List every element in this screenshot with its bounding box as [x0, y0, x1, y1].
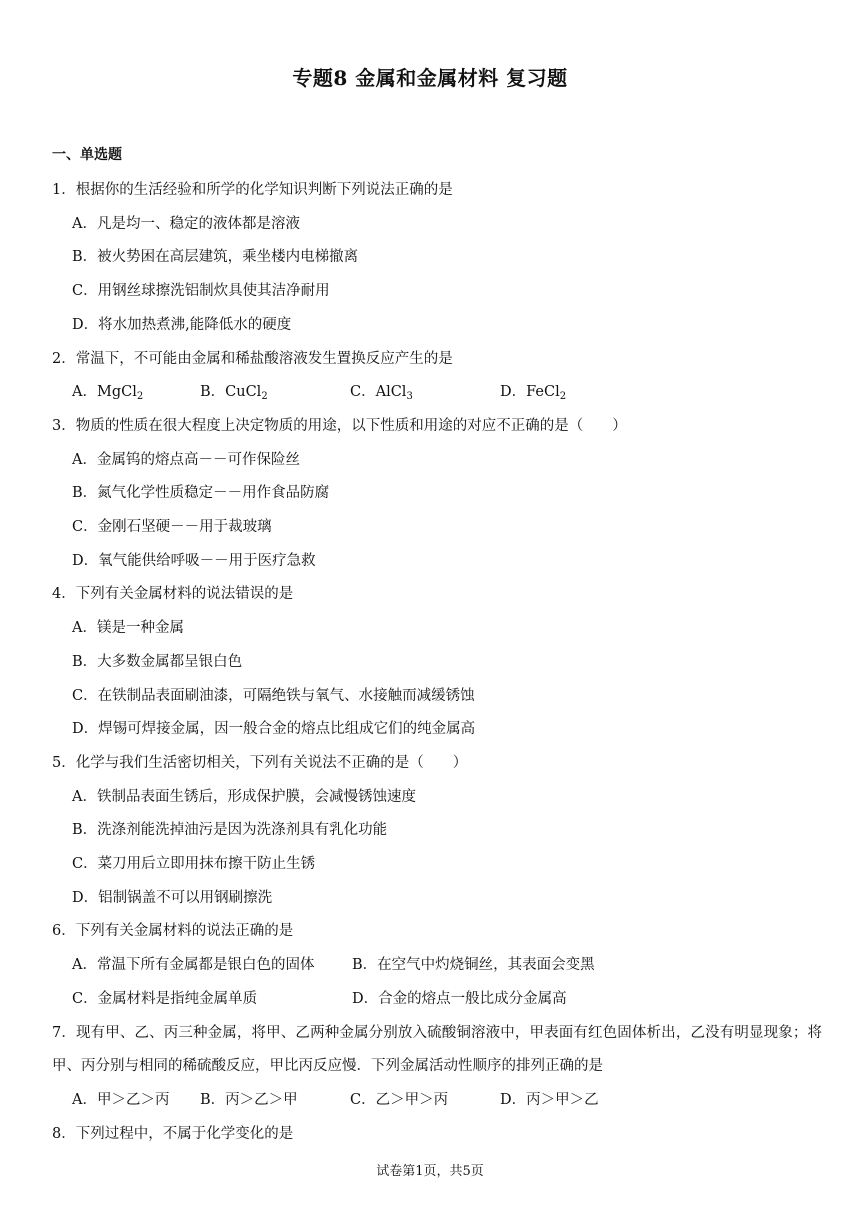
question-3-option-b: B．氮气化学性质稳定－－用作食品防腐	[72, 485, 330, 502]
question-6-option-a: A．常温下所有金属都是银白色的固体	[72, 957, 315, 974]
question-6-stem: 6．下列有关金属材料的说法正确的是	[52, 923, 294, 940]
question-5-option-b: B．洗涤剂能洗掉油污是因为洗涤剂具有乳化功能	[72, 822, 388, 839]
question-4-option-b: B．大多数金属都呈银白色	[72, 653, 243, 670]
question-2-option-d: D．FeCl$_2$	[500, 384, 567, 403]
question-6-options-row-1	[52, 949, 822, 983]
question-5-option-d: D．铝制锅盖不可以用钢刷擦洗	[72, 889, 273, 906]
question-3-stem: 3．物质的性质在很大程度上决定物质的用途，以下性质和用途的对应不正确的是（ ）	[52, 417, 627, 434]
question-2-option-c: C．AlCl$_3$	[350, 384, 413, 403]
question-4-option-c: C．在铁制品表面刷油漆，可隔绝铁与氧气、水接触而减缓锈蚀	[72, 687, 475, 704]
question-7-stem: 7．现有甲、乙、丙三种金属，将甲、乙两种金属分别放入硫酸铜溶液中，甲表面有红色固体析出，乙没有明显现象；将甲、丙分别与相同的稀硫酸反应，甲比丙反应慢．下列金属活动性顺序的排列正确的是	[52, 1024, 822, 1075]
question-1-option-a: A．凡是均一、稳定的液体都是溶液	[72, 215, 300, 232]
question-5-stem: 5．化学与我们生活密切相关，下列有关说法不正确的是（ ）	[52, 754, 468, 771]
question-3-option-d: D．氧气能供给呼吸－－用于医疗急救	[72, 552, 316, 569]
question-1-option-d: D．将水加热煮沸,能降低水的硬度	[72, 316, 292, 333]
question-6-option-c: C．金属材料是指纯金属单质	[72, 990, 258, 1007]
question-8-stem: 8．下列过程中，不属于化学变化的是	[52, 1125, 294, 1142]
question-2-stem: 2．常温下，不可能由金属和稀盐酸溶液发生置换反应产生的是	[52, 350, 453, 367]
question-7-option-b: B．丙＞乙＞甲	[200, 1091, 298, 1108]
question-1-stem: 1．根据你的生活经验和所学的化学知识判断下列说法正确的是	[52, 182, 453, 198]
question-4-stem: 4．下列有关金属材料的说法错误的是	[52, 586, 294, 603]
question-2-option-b: B．CuCl$_2$	[200, 384, 268, 403]
question-4-option-d: D．焊锡可焊接金属，因一般合金的熔点比组成它们的纯金属高	[72, 721, 476, 738]
question-6-options-row-2	[52, 983, 822, 1017]
question-6-option-b: B．在空气中灼烧铜丝，其表面会变黑	[352, 957, 595, 974]
question-7-option-a: A．甲＞乙＞丙	[72, 1091, 170, 1108]
question-list	[52, 146, 822, 1151]
question-2-options	[52, 376, 822, 410]
question-7-option-d: D．丙＞甲＞乙	[500, 1091, 599, 1108]
page-title: 专题8 金属和金属材料 复习题	[292, 66, 568, 90]
question-5-option-a: A．铁制品表面生锈后，形成保护膜，会减慢锈蚀速度	[72, 788, 416, 805]
question-2-option-a: A．MgCl$_2$	[72, 384, 144, 403]
question-7-options	[52, 1084, 822, 1118]
question-7-option-c: C．乙＞甲＞丙	[350, 1091, 449, 1108]
question-3-option-a: A．金属钨的熔点高－－可作保险丝	[72, 451, 300, 468]
section-heading: 一、单选题	[52, 147, 122, 163]
question-6-option-d: D．合金的熔点一般比成分金属高	[352, 990, 567, 1007]
page-footer: 试卷第1页，共5页	[376, 1164, 484, 1179]
question-1-option-b: B．被火势困在高层建筑，乘坐楼内电梯撤离	[72, 249, 359, 266]
question-4-option-a: A．镁是一种金属	[72, 620, 184, 637]
question-3-option-c: C．金刚石坚硬－－用于裁玻璃	[72, 519, 272, 536]
question-1-option-c: C．用钢丝球擦洗铝制炊具使其洁净耐用	[72, 283, 330, 300]
question-5-option-c: C．菜刀用后立即用抹布擦干防止生锈	[72, 856, 316, 873]
